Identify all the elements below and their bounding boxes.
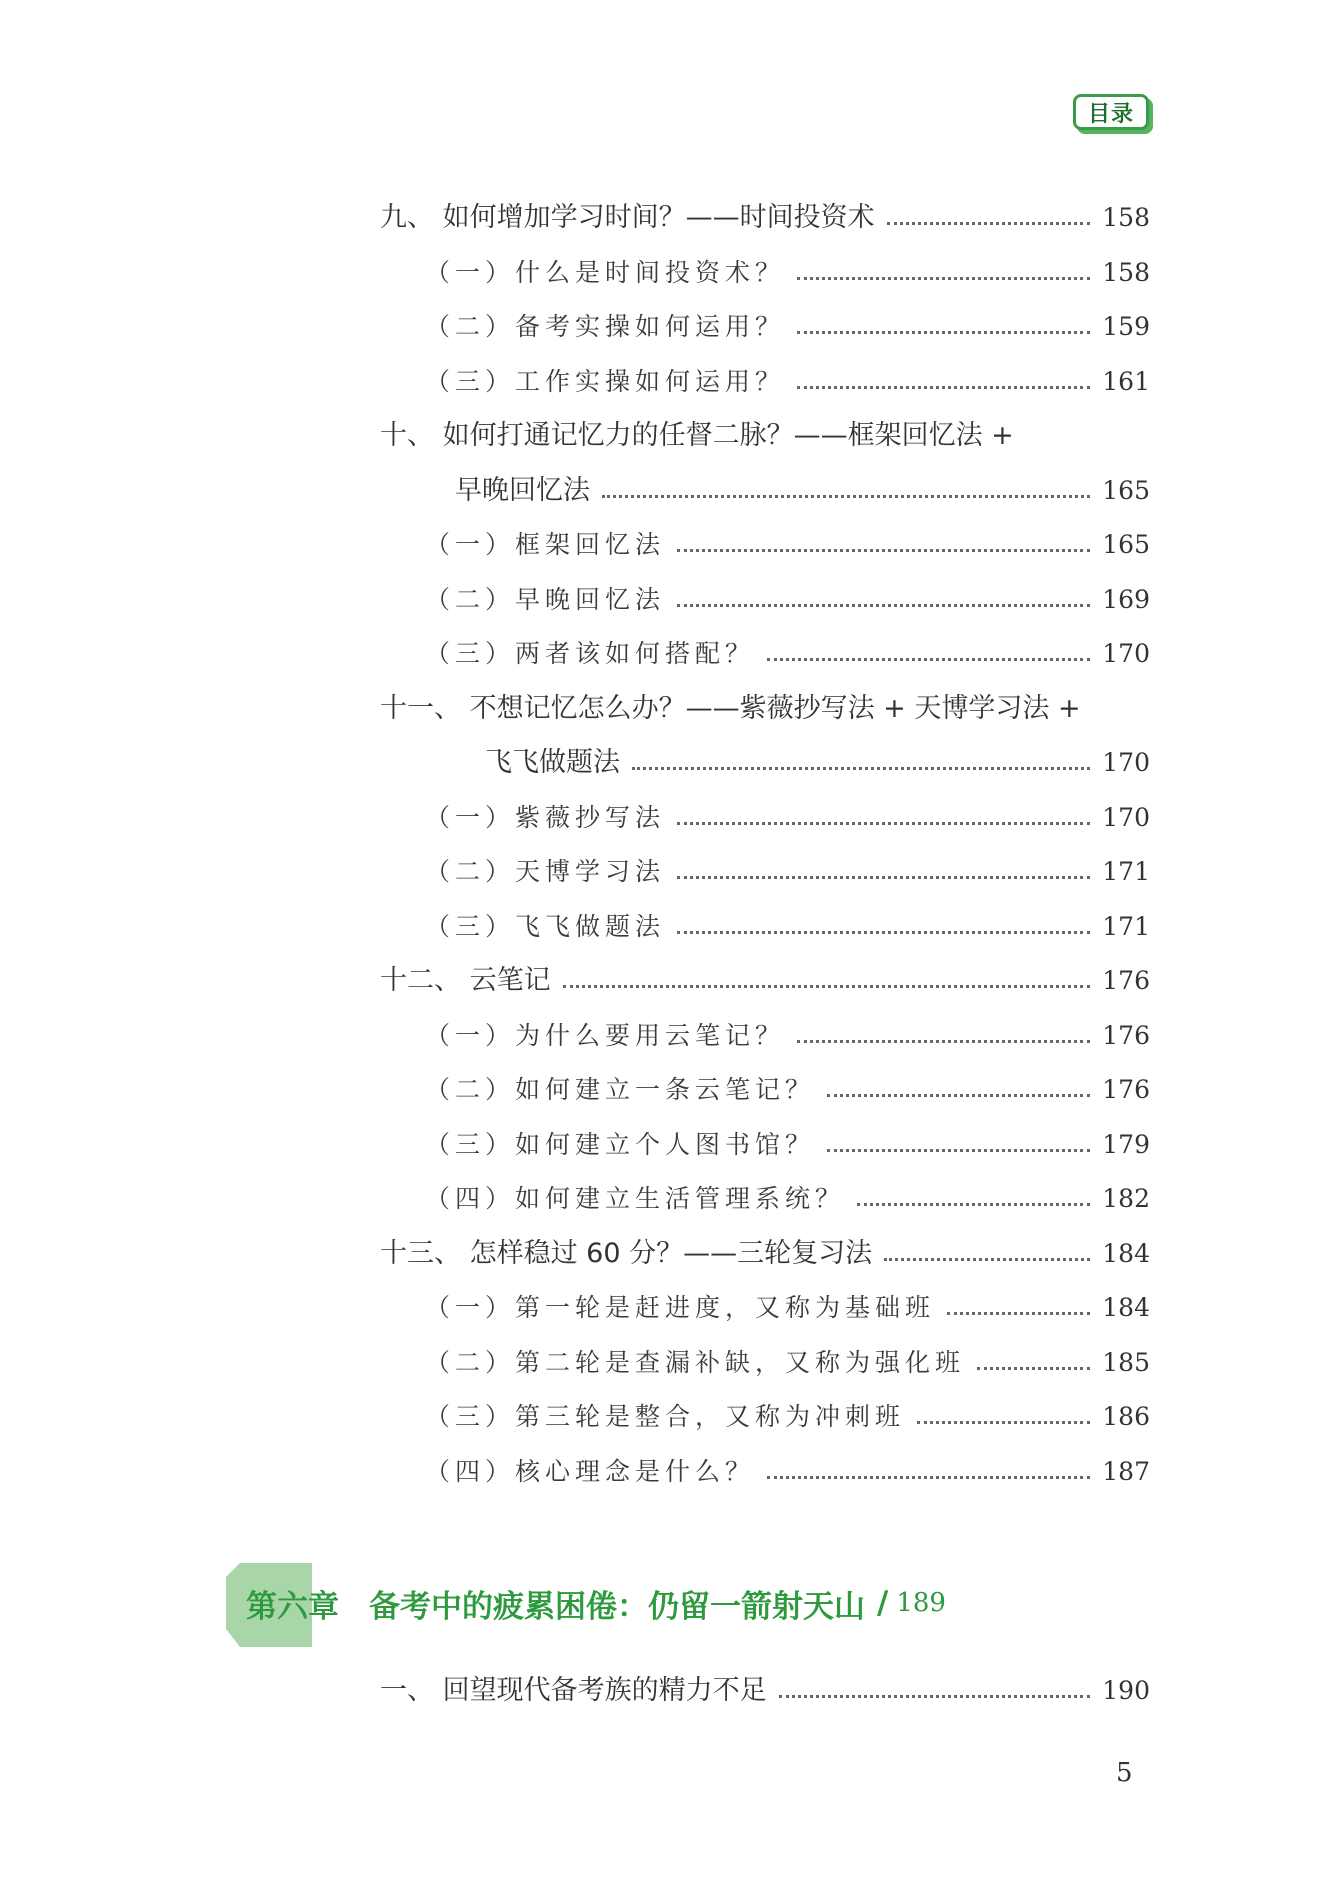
toc-entry-label: （二）如何建立一条云笔记？ [425,1075,816,1104]
toc-entry-page: 184 [1102,1293,1150,1322]
dot-leader [632,767,1090,770]
dot-leader [947,1312,1090,1315]
toc-entry-page: 165 [1102,475,1150,505]
toc-subentry [425,1174,1150,1214]
toc-entry-page: 169 [1102,584,1150,614]
toc-entry [380,411,1150,451]
toc-subentry [425,1283,1150,1323]
toc-entry-label: （二）第二轮是查漏补缺，又称为强化班 [425,1347,966,1377]
toc-entry-label: （三）工作实操如何运用？ [425,366,786,396]
toc-entry-page: 187 [1102,1456,1150,1486]
toc-entry-label: 九、 如何增加学习时间？——时间投资术 [380,202,875,233]
toc-entry-page: 158 [1102,203,1150,232]
toc-entry-label: 一、 回望现代备考族的精力不足 [380,1675,767,1706]
dot-leader [977,1367,1090,1370]
dot-leader [797,1040,1090,1043]
toc-entry-label: 十一、 不想记忆怎么办？——紫薇抄写法 + 天博学习法 + [380,692,1081,724]
toc-entry-page: 184 [1102,1238,1150,1268]
dot-leader [827,1094,1090,1097]
page-number: 5 [1116,1758,1133,1788]
dot-leader [827,1149,1090,1152]
dot-leader [797,386,1090,389]
toc-entry-label: 十二、 云笔记 [380,965,551,996]
dot-leader [677,876,1090,879]
dot-leader [917,1421,1090,1424]
toc-entry-page: 171 [1102,857,1150,886]
toc-entry-page: 170 [1102,639,1150,668]
dot-leader [767,658,1090,661]
toc-entry-page: 182 [1102,1184,1150,1213]
chapter-number: 第六章 [246,1588,339,1625]
toc-entry [380,1229,1150,1269]
toc-subentry [425,1392,1150,1432]
toc-entry-label: （一）第一轮是赶进度，又称为基础班 [425,1293,936,1322]
toc-badge: 目录 [1073,94,1149,130]
toc-entry-label: （三）飞飞做题法 [425,911,666,941]
toc-entry [380,684,1150,724]
toc-entry-label: 飞飞做题法 [485,747,620,778]
toc-subentry [425,1011,1150,1051]
toc-subentry [425,793,1150,833]
dot-leader [767,1476,1090,1479]
toc-entry-page: 176 [1102,1075,1150,1104]
toc-entry-label: （一）框架回忆法 [425,530,666,559]
dot-leader [797,331,1090,334]
toc-entry-label: （四）核心理念是什么？ [425,1456,756,1486]
toc-entry-label: （一）什么是时间投资术？ [425,257,786,287]
chapter-title: 备考中的疲累困倦：仍留一箭射天山 [369,1588,865,1625]
toc-subentry [425,575,1150,615]
toc-subentry [425,1065,1150,1105]
dot-leader [677,604,1090,607]
toc-entry [455,466,1150,506]
toc-entry-page: 161 [1102,366,1150,396]
toc-entry-page: 159 [1102,312,1150,341]
toc-entry [380,1666,1150,1706]
toc-entry-label: （四）如何建立生活管理系统？ [425,1184,846,1213]
chapter-heading [246,1578,946,1628]
toc-subentry [425,847,1150,887]
toc-subentry [425,1120,1150,1160]
dot-leader [857,1203,1090,1206]
toc-entry-label: （二）早晚回忆法 [425,584,666,614]
dot-leader [677,822,1090,825]
toc-entry-page: 171 [1102,911,1150,941]
toc-subentry [425,248,1150,288]
toc-entry-label: 十三、 怎样稳过 60 分？——三轮复习法 [380,1237,873,1269]
toc-subentry [425,357,1150,397]
toc-entry-label: （二）备考实操如何运用？ [425,312,786,341]
toc-entry-page: 165 [1102,530,1150,559]
toc-entry-label: （三）两者该如何搭配？ [425,639,756,668]
toc-entry-label: （三）如何建立个人图书馆？ [425,1129,816,1159]
dot-leader [779,1695,1091,1698]
toc-subentry [425,902,1150,942]
toc-entry-page: 190 [1102,1676,1150,1705]
toc-entry-page: 158 [1102,257,1150,287]
toc-entry-label: （一）为什么要用云笔记？ [425,1020,786,1050]
toc-entry-page: 176 [1102,966,1150,995]
dot-leader [602,495,1090,498]
toc-subentry [425,1338,1150,1378]
dot-leader [677,549,1090,552]
toc-entry-page: 185 [1102,1347,1150,1377]
toc-entry-label: 十、 如何打通记忆力的任督二脉？——框架回忆法 + [380,420,1014,451]
toc-entry-page: 176 [1102,1020,1150,1050]
dot-leader [797,277,1090,280]
toc-entry-label: （二）天博学习法 [425,857,666,886]
dot-leader [887,222,1091,225]
chapter-page: 189 [896,1588,946,1618]
toc-entry-label: 早晚回忆法 [455,474,590,506]
toc-entry-label: （一）紫薇抄写法 [425,802,666,832]
toc-subentry [425,1447,1150,1487]
chapter-slash: / [877,1585,889,1621]
toc-entry [380,193,1150,233]
toc-entry-label: （三）第三轮是整合，又称为冲刺班 [425,1402,906,1431]
dot-leader [563,985,1091,988]
toc-subentry [425,302,1150,342]
toc-entry-page: 170 [1102,802,1150,832]
dot-leader [677,931,1090,934]
toc-subentry [425,520,1150,560]
toc-entry-page: 179 [1102,1129,1150,1159]
dot-leader [884,1258,1090,1261]
toc-entry [380,956,1150,996]
toc-entry-page: 170 [1102,748,1150,777]
toc-subentry [425,629,1150,669]
toc-entry [485,738,1150,778]
toc-entry-page: 186 [1102,1402,1150,1431]
